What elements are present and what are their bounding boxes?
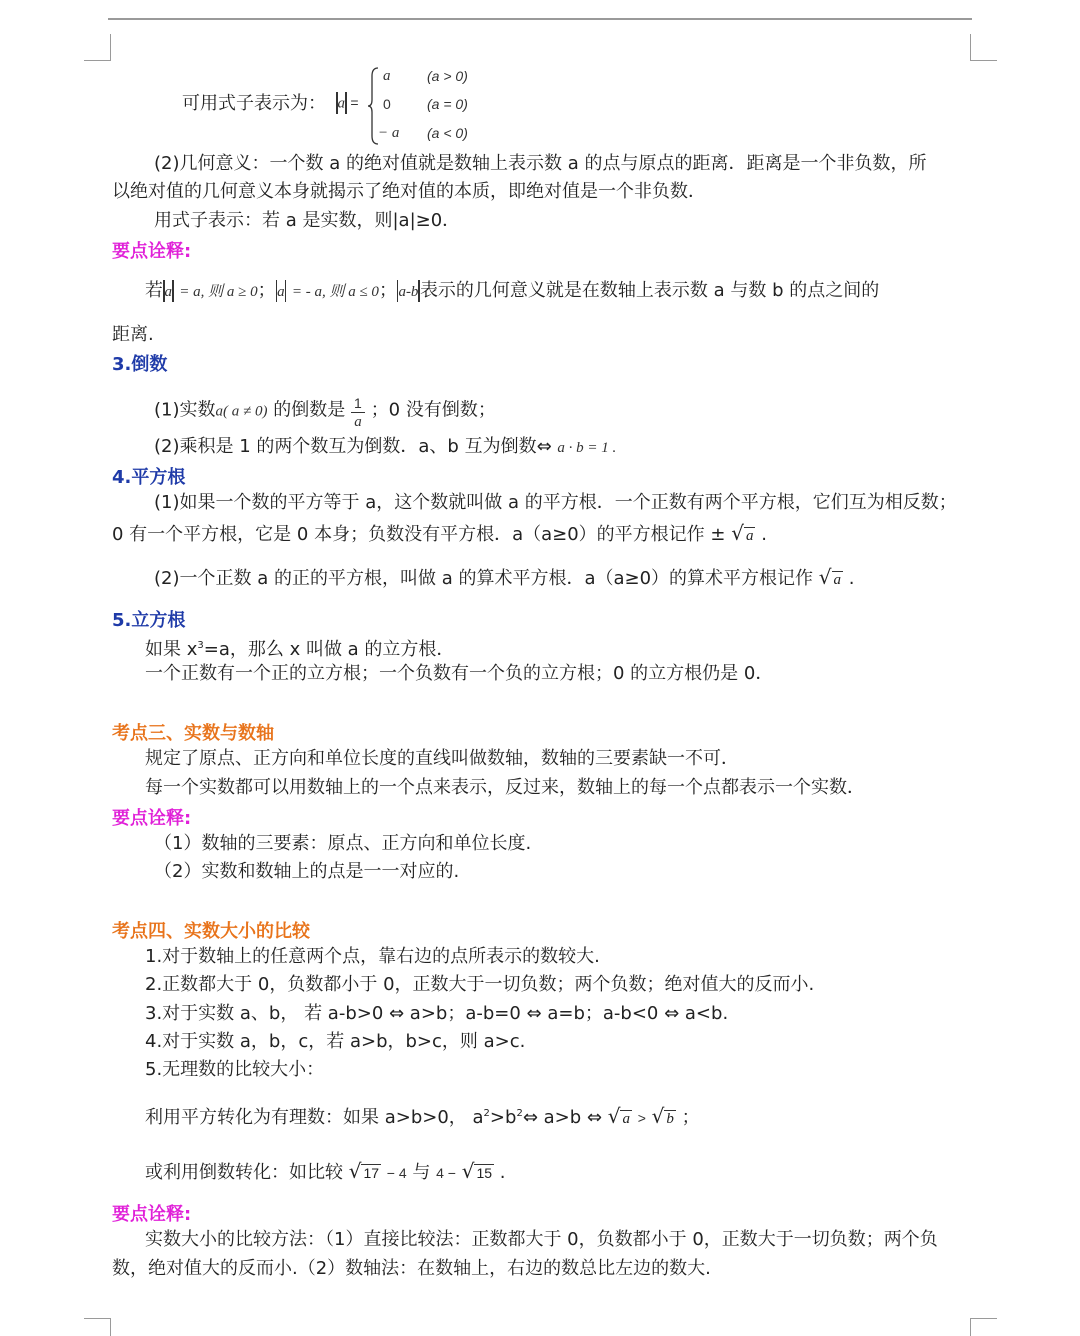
section-4-note-2: 数，绝对值大的反而小.（2）数轴法：在数轴上，右边的数总比左边的数大.	[112, 1258, 711, 1279]
section-3-line-2: 每一个实数都可以用数轴上的一个点来表示，反过来，数轴上的每一个点都表示一个实数．	[145, 777, 865, 798]
square-root-line-1: (1)如果一个数的平方等于 a，这个数就叫做 a 的平方根．一个正数有两个平方根，它们互为相反数；	[154, 492, 957, 513]
geo-meaning-line-3: 用式子表示：若 a 是实数，则|a|≥0．	[154, 210, 461, 231]
section-3-note-1: （1）数轴的三要素：原点、正方向和单位长度.	[154, 833, 532, 854]
section-3-note-2: （2）实数和数轴上的点是一一对应的.	[154, 861, 460, 882]
section-4-heading: 考点四、实数大小的比较	[112, 921, 310, 942]
abs-formula-label: 可用式子表示为：	[182, 93, 326, 114]
corner-mark-bottom-left	[84, 1318, 111, 1336]
abs-case-3-expr: − a	[378, 125, 400, 141]
reciprocal-heading: 3.倒数	[112, 354, 168, 375]
section-4-line-7: 或利用倒数转化：如比较 √ 17 − 4 与 4 − √ 15 .	[145, 1159, 506, 1183]
cube-root-line-1: 如果 $x^3=a$，那么 x 叫做 a 的立方根．	[145, 639, 455, 660]
section-3-line-1: 规定了原点、正方向和单位长度的直线叫做数轴，数轴的三要素缺一不可．	[145, 748, 739, 769]
abs-formula-lhs: a =	[336, 92, 359, 114]
section-4-note-1: 实数大小的比较方法：（1）直接比较法：正数都大于 0，负数都小于 0，正数大于一切负数；两个负	[145, 1229, 938, 1250]
abs-case-2-expr: 0	[383, 96, 391, 112]
cube-root-line-2: 一个正数有一个正的立方根；一个负数有一个负的立方根；0 的立方根仍是 0．	[145, 663, 774, 684]
abs-case-1-expr: a	[383, 68, 391, 84]
abs-case-2-cond: (a = 0)	[427, 96, 468, 112]
square-root-heading: 4.平方根	[112, 467, 186, 488]
corner-mark-bottom-right	[970, 1318, 997, 1336]
section-4-line-1: 1.对于数轴上的任意两个点，靠右边的点所表示的数较大.	[145, 946, 600, 967]
square-root-line-3: (2)一个正数 a 的正的平方根，叫做 a 的算术平方根．a（a≥0）的算术平方根记作 √ a .	[154, 565, 855, 589]
geo-meaning-line-2: 以绝对值的几何意义本身就揭示了绝对值的本质，即绝对值是一个非负数．	[112, 181, 706, 202]
abs-note-line-2: 距离.	[112, 324, 154, 345]
cube-root-heading: 5.立方根	[112, 610, 186, 631]
section-4-line-4: 4.对于实数 a，b，c，若 a>b，b>c，则 a>c.	[145, 1031, 526, 1052]
abs-note-line-1: 若 a = a, 则 a ≥ 0； a = - a, 则 a ≤ 0； a-b表示的几何意义就是在数轴上表示数 a 与数 b 的点之间的	[145, 280, 880, 301]
corner-mark-top-left	[84, 34, 111, 61]
corner-mark-top-right	[970, 34, 997, 61]
note-label-1: 要点诠释:	[112, 241, 192, 262]
abs-case-1-cond: (a > 0)	[427, 68, 468, 84]
section-4-line-2: 2.正数都大于 0，负数都小于 0，正数大于一切负数；两个负数；绝对值大的反而小.	[145, 974, 815, 995]
section-4-line-3: 3.对于实数 a、b， 若 a-b>0 ⇔ a>b；a-b=0 ⇔ a=b；a-b<0 ⇔ a<b.	[145, 1003, 729, 1024]
abs-case-3-cond: (a < 0)	[427, 125, 468, 141]
reciprocal-line-2: (2)乘积是 1 的两个数互为倒数．a、b 互为倒数⇔ a · b = 1 .	[154, 436, 617, 457]
reciprocal-line-1: (1)实数a( a ≠ 0) 的倒数是 $\frac{1}{a}$ ；0 没有倒数；	[154, 395, 496, 430]
note-label-2: 要点诠释:	[112, 808, 192, 829]
section-4-line-6: 利用平方转化为有理数：如果 a>b>0， $a^2>b^2\Leftrightarrow$ a>b ⇔ √ a > √ b ；	[145, 1104, 700, 1128]
geo-meaning-line-1: (2)几何意义：一个数 a 的绝对值就是数轴上表示数 a 的点与原点的距离．距离是一个非负数，所	[154, 153, 927, 174]
section-3-heading: 考点三、实数与数轴	[112, 723, 274, 744]
top-border-line	[108, 18, 972, 20]
square-root-line-2: 0 有一个平方根，它是 0 本身；负数没有平方根．a（a≥0）的平方根记作 ± √ a .	[112, 521, 767, 545]
note-label-3: 要点诠释:	[112, 1204, 192, 1225]
section-4-line-5: 5.无理数的比较大小：	[145, 1059, 325, 1080]
